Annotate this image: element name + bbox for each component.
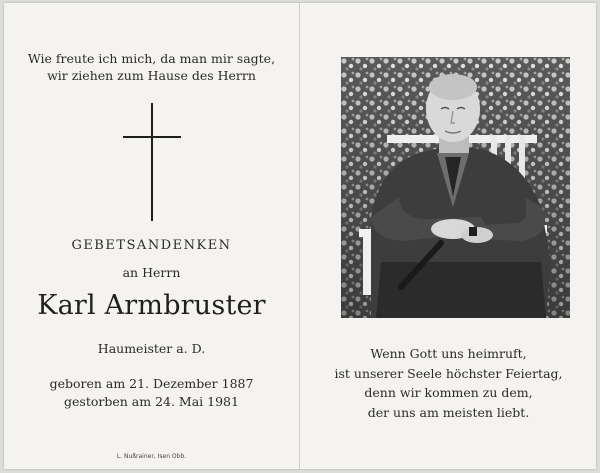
closing-verse-line-1: Wenn Gott uns heimruft, — [370, 346, 527, 361]
opening-verse-line-2: wir ziehen zum Hause des Herrn — [47, 68, 256, 83]
salutation: an Herrn — [122, 265, 181, 280]
closing-verse-line-4: der uns am meisten liebt. — [367, 404, 530, 420]
closing-verse-line-3: denn wir kommen zu dem, — [364, 385, 533, 400]
fold-line — [299, 3, 300, 469]
cross-icon — [123, 103, 181, 221]
memorial-card — [4, 3, 596, 469]
occupation: Haumeister a. D. — [97, 341, 206, 356]
birth-date: geboren am 21. Dezember 1887 — [49, 376, 254, 391]
deceased-name: Karl Armbruster — [37, 290, 266, 321]
opening-verse-line-1: Wie freute ich mich, da man mir sagte, — [27, 51, 276, 66]
death-date: gestorben am 24. Mai 1981 — [64, 394, 239, 409]
closing-verse-line-2: ist unserer Seele höchster Feiertag, — [334, 365, 563, 381]
left-panel — [4, 3, 299, 469]
printer-credit: L. Nußrainer, Isen Obb. — [116, 453, 187, 460]
opening-verse — [4, 50, 299, 84]
life-dates — [4, 375, 299, 411]
portrait-photo — [341, 57, 570, 318]
right-panel — [301, 3, 596, 469]
closing-verse — [301, 344, 596, 422]
memorial-heading: GEBETSANDENKEN — [71, 238, 232, 253]
